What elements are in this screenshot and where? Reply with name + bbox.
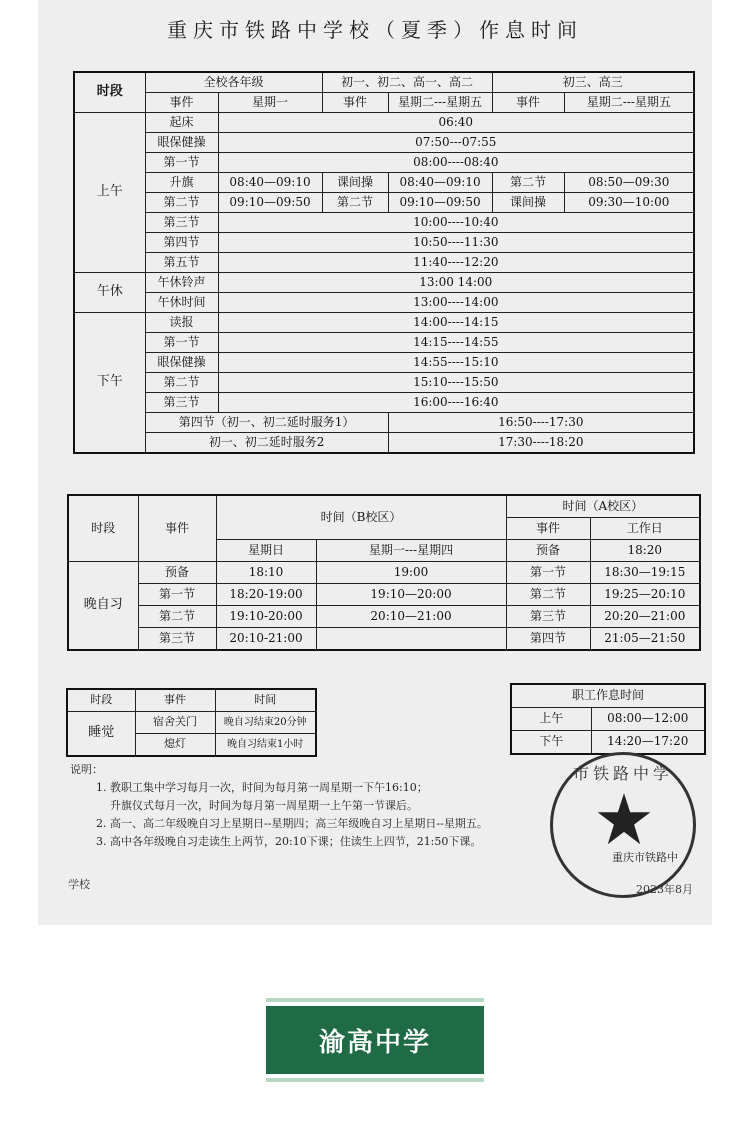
event-cell: 第二节	[145, 373, 218, 393]
event-cell: 眼保健操	[145, 133, 218, 153]
note-line: 2. 高一、高二年级晚自习上星期日--星期四；高三年级晚自习上星期日--星期五。	[96, 817, 488, 830]
school-banner	[266, 998, 484, 1082]
time-cell: 06:40	[218, 113, 694, 133]
table-row	[74, 393, 694, 413]
header-event: 事件	[145, 93, 218, 113]
event-cell: 第二节	[322, 193, 388, 213]
header-event: 事件	[135, 689, 215, 712]
header-row	[511, 684, 705, 708]
table-row	[68, 606, 700, 628]
time-cell: 16:00----16:40	[218, 393, 694, 413]
event-cell: 眼保健操	[145, 353, 218, 373]
event-cell: 课间操	[492, 193, 564, 213]
staff-label: 下午	[511, 731, 591, 755]
school-signature: 重庆市铁路中	[612, 851, 678, 864]
time-cell: 18:20-19:00	[216, 584, 316, 606]
time-cell: 20:10-21:00	[216, 628, 316, 651]
time-cell: 14:15----14:55	[218, 333, 694, 353]
note-line: 1. 教职工集中学习每月一次，时间为每月第一周星期一下午16:10；	[96, 781, 428, 794]
table-row	[74, 193, 694, 213]
table-row	[68, 562, 700, 584]
time-cell: 10:00----10:40	[218, 213, 694, 233]
table-row	[511, 708, 705, 731]
header-all-grades: 全校各年级	[145, 72, 322, 93]
header-time-a: 时间（A校区）	[506, 495, 700, 518]
time-cell: 15:10----15:50	[218, 373, 694, 393]
time-cell: 19:00	[316, 562, 506, 584]
notes-heading: 说明：	[70, 763, 103, 776]
header-workday: 工作日	[590, 518, 700, 540]
staff-hours-table	[510, 683, 706, 755]
table-row	[74, 433, 694, 454]
table-row	[74, 213, 694, 233]
table-row	[68, 584, 700, 606]
header-group-1: 初一、初二、高一、高二	[322, 72, 492, 93]
table-row	[74, 373, 694, 393]
header-event: 事件	[492, 93, 564, 113]
time-cell: 19:25—20:10	[590, 584, 700, 606]
evening-schedule-table	[67, 494, 701, 651]
time-cell: 07:50---07:55	[218, 133, 694, 153]
signature-stub: 学校	[68, 878, 90, 891]
header-time-b: 时间（B校区）	[216, 495, 506, 540]
header-mon-thu: 星期一---星期四	[316, 540, 506, 562]
period-afternoon: 下午	[74, 313, 145, 454]
time-cell: 11:40----12:20	[218, 253, 694, 273]
event-cell: 预备	[506, 540, 590, 562]
event-cell: 宿舍关门	[135, 712, 215, 734]
official-seal	[550, 752, 696, 898]
event-cell: 第五节	[145, 253, 218, 273]
staff-title: 职工作息时间	[511, 684, 705, 708]
event-cell: 熄灯	[135, 734, 215, 757]
event-cell: 第三节	[145, 393, 218, 413]
time-cell: 09:10—09:50	[388, 193, 492, 213]
day-schedule-table	[73, 71, 695, 454]
table-row	[74, 113, 694, 133]
event-cell: 升旗	[145, 173, 218, 193]
time-cell: 19:10—20:00	[316, 584, 506, 606]
event-cell: 第三节	[506, 606, 590, 628]
header-time: 时间	[215, 689, 316, 712]
event-cell: 第一节	[506, 562, 590, 584]
banner-bottom-stripe	[266, 1078, 484, 1082]
event-cell: 第二节	[145, 193, 218, 213]
table-row	[74, 353, 694, 373]
header-period: 时段	[68, 495, 138, 562]
event-cell: 第二节	[492, 173, 564, 193]
header-row	[74, 72, 694, 93]
table-row	[74, 413, 694, 433]
time-cell: 19:10-20:00	[216, 606, 316, 628]
banner-top-stripe	[266, 998, 484, 1002]
period-noon: 午休	[74, 273, 145, 313]
time-cell: 18:30—19:15	[590, 562, 700, 584]
time-cell: 08:00----08:40	[218, 153, 694, 173]
header-group-2: 初三、高三	[492, 72, 694, 93]
header-sunday: 星期日	[216, 540, 316, 562]
time-cell: 20:10—21:00	[316, 606, 506, 628]
issue-date: 2023年8月	[636, 883, 693, 896]
time-cell: 20:20—21:00	[590, 606, 700, 628]
event-cell: 初一、初二延时服务2	[145, 433, 388, 454]
table-row	[74, 313, 694, 333]
time-cell: 14:00----14:15	[218, 313, 694, 333]
note-line: 3. 高中各年级晚自习走读生上两节，20:10下课；住读生上四节，21:50下课。	[96, 835, 482, 848]
header-tue-fri: 星期二---星期五	[388, 93, 492, 113]
time-cell: 17:30----18:20	[388, 433, 694, 454]
event-cell: 第一节	[145, 333, 218, 353]
time-cell: 晚自习结束1小时	[215, 734, 316, 757]
seal-text: 市铁路中学	[572, 764, 673, 783]
event-cell: 第二节	[506, 584, 590, 606]
event-cell: 午休时间	[145, 293, 218, 313]
table-row	[74, 333, 694, 353]
time-cell: 09:30—10:00	[564, 193, 694, 213]
event-cell: 第三节	[145, 213, 218, 233]
table-row	[67, 712, 316, 734]
time-cell: 08:50—09:30	[564, 173, 694, 193]
header-tue-fri: 星期二---星期五	[564, 93, 694, 113]
star-icon	[596, 791, 652, 847]
event-cell: 第三节	[138, 628, 216, 651]
event-cell: 第一节	[138, 584, 216, 606]
time-cell: 09:10—09:50	[218, 193, 322, 213]
table-row	[74, 153, 694, 173]
header-period: 时段	[74, 72, 145, 113]
time-cell: 13:00----14:00	[218, 293, 694, 313]
table-row	[74, 133, 694, 153]
event-cell: 第四节（初一、初二延时服务1）	[145, 413, 388, 433]
header-event-a: 事件	[506, 518, 590, 540]
time-cell: 18:10	[216, 562, 316, 584]
event-cell: 第四节	[145, 233, 218, 253]
table-row	[74, 253, 694, 273]
table-row	[74, 273, 694, 293]
staff-label: 上午	[511, 708, 591, 731]
page-title: 重庆市铁路中学校（夏季）作息时间	[167, 18, 583, 42]
table-row	[68, 628, 700, 651]
time-cell: 10:50----11:30	[218, 233, 694, 253]
period-morning: 上午	[74, 113, 145, 273]
sleep-table	[66, 688, 317, 757]
event-cell: 课间操	[322, 173, 388, 193]
table-row	[74, 293, 694, 313]
header-period: 时段	[67, 689, 135, 712]
time-cell	[316, 628, 506, 651]
table-row	[74, 173, 694, 193]
notes-section	[70, 761, 488, 851]
event-cell: 第四节	[506, 628, 590, 651]
note-line: 升旗仪式每月一次，时间为每月第一周星期一上午第一节课后。	[110, 799, 418, 812]
staff-time: 14:20—17:20	[591, 731, 705, 755]
period-evening-study: 晚自习	[68, 562, 138, 651]
time-cell: 08:40—09:10	[218, 173, 322, 193]
event-cell: 第二节	[138, 606, 216, 628]
table-row	[74, 233, 694, 253]
event-cell: 起床	[145, 113, 218, 133]
event-cell: 第一节	[145, 153, 218, 173]
time-cell: 21:05—21:50	[590, 628, 700, 651]
staff-time: 08:00—12:00	[591, 708, 705, 731]
time-cell: 08:40—09:10	[388, 173, 492, 193]
header-event: 事件	[138, 495, 216, 562]
event-cell: 午休铃声	[145, 273, 218, 293]
subheader-row	[74, 93, 694, 113]
header-event: 事件	[322, 93, 388, 113]
time-cell: 16:50----17:30	[388, 413, 694, 433]
time-cell: 13:00 14:00	[218, 273, 694, 293]
time-cell: 晚自习结束20分钟	[215, 712, 316, 734]
banner-label: 渝高中学	[266, 1006, 484, 1074]
header-row	[68, 495, 700, 518]
event-cell: 预备	[138, 562, 216, 584]
table-row	[511, 731, 705, 755]
event-cell: 读报	[145, 313, 218, 333]
time-cell: 18:20	[590, 540, 700, 562]
header-monday: 星期一	[218, 93, 322, 113]
period-sleep: 睡觉	[67, 712, 135, 757]
header-row	[67, 689, 316, 712]
time-cell: 14:55----15:10	[218, 353, 694, 373]
